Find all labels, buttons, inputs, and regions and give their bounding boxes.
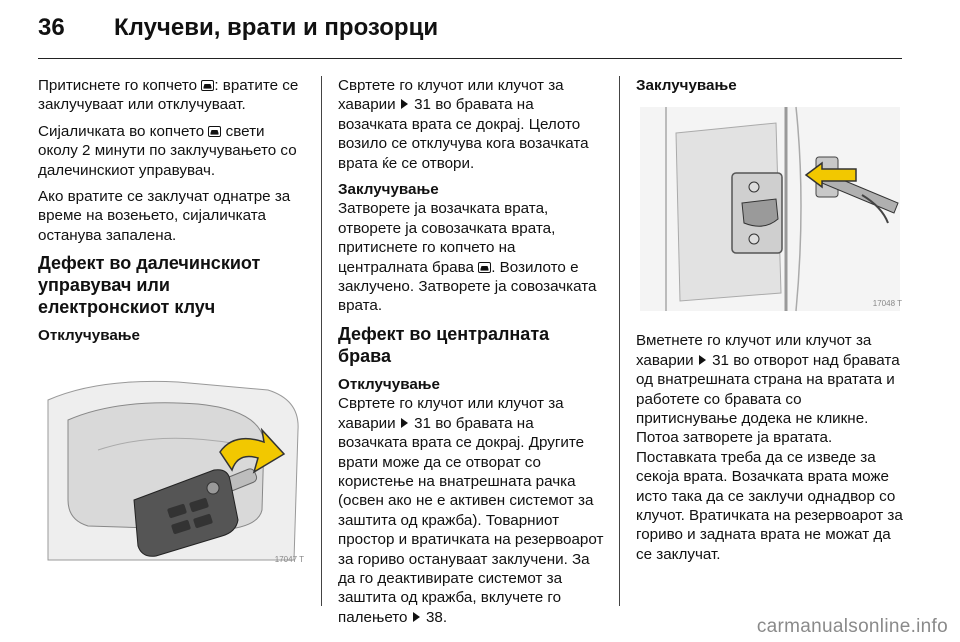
subsection-heading: Отклучување [38, 327, 140, 345]
text: Затворете ја возачката врата, отворете ја совозачката врата, притиснете го копчето на централната брава [338, 200, 556, 276]
reference-arrow-icon [401, 99, 408, 109]
paragraph [338, 394, 606, 627]
reference-arrow-icon [401, 418, 408, 428]
text: 31 во отворот над бравата од внатрешната страна на вратата и работете со бравата со притиснување додека не кликне. Потоа затворете ја вратата. Поставката треба да се изведе за секоја врата. Возачката врата може исто така да се заклучи однадвор со клучот. Вратичката на резервоарот за гориво и задната врата не можат да се заклучат. [636, 351, 903, 563]
text: : вратите се заклучуваат или отклучуваат. [38, 77, 299, 114]
column-divider [619, 76, 620, 606]
car-lock-icon [201, 80, 214, 91]
section-heading: Дефект во далечинскиот управувач или електронскиот клуч [38, 253, 261, 318]
text: Свртете го клучот или клучот за хаварии [338, 77, 564, 114]
paragraph [636, 331, 904, 564]
text: Вметнете го клучот или клучот за хаварии [636, 332, 872, 369]
car-lock-icon [208, 126, 221, 137]
column-2 [338, 76, 606, 634]
subsection-heading: Заклучување [338, 181, 439, 199]
paragraph: Ако вратите се заклучат однатре за време на возењето, сијаличката останува запалена. [38, 188, 291, 244]
page-number: 36 [38, 14, 65, 41]
column-1 [38, 76, 306, 572]
text: Свртете го клучот или клучот за хаварии [338, 395, 564, 432]
page-title: Клучеви, врати и прозорци [114, 14, 439, 41]
figure-code: 17048 T [872, 299, 902, 308]
door-lock-illustration [636, 103, 904, 315]
text: 38. [421, 608, 448, 626]
door-lock-figure [636, 103, 904, 315]
page-header [38, 14, 438, 46]
reference-arrow-icon [699, 355, 706, 365]
paragraph [38, 76, 306, 115]
text: 31 во бравата на возачката врата се докрај. Целото возило се отклучува кога возачката врата ќе се отвори. [338, 96, 589, 172]
text: Сијаличката во копчето [38, 122, 209, 140]
remote-key-illustration [38, 360, 306, 572]
watermark: carmanualsonline.info [756, 616, 948, 637]
paragraph [338, 199, 606, 315]
subsection-heading: Заклучување [636, 77, 737, 94]
reference-arrow-icon [413, 612, 420, 622]
subsection-heading: Отклучување [338, 375, 440, 393]
paragraph [338, 76, 606, 173]
figure-code: 17047 T [274, 555, 304, 565]
header-divider [38, 58, 902, 59]
column-3 [636, 76, 904, 571]
section-heading: Дефект во централната брава [338, 323, 550, 366]
text: Притиснете го копчето [38, 77, 202, 94]
text: 31 во бравата на возачката врата се докрај. Другите врати може да се отворат со користење на внатрешната рачка (освен ако не е активен системот за заштита од кражба). Товарниот простор и вратичката на резервоарот за гориво остануваат заклучени. За да го деактивирате системот за заштита од кражба, вклучете го палењето [338, 414, 604, 626]
column-divider [321, 76, 322, 606]
text: свети околу 2 минути по заклучувањето со далечинскиот управувач. [38, 122, 297, 179]
paragraph [38, 122, 306, 180]
remote-key-figure [38, 360, 306, 572]
car-lock-icon [478, 262, 491, 273]
text: . Возилото е заклучено. Затворете ја совозачката врата. [338, 258, 597, 315]
